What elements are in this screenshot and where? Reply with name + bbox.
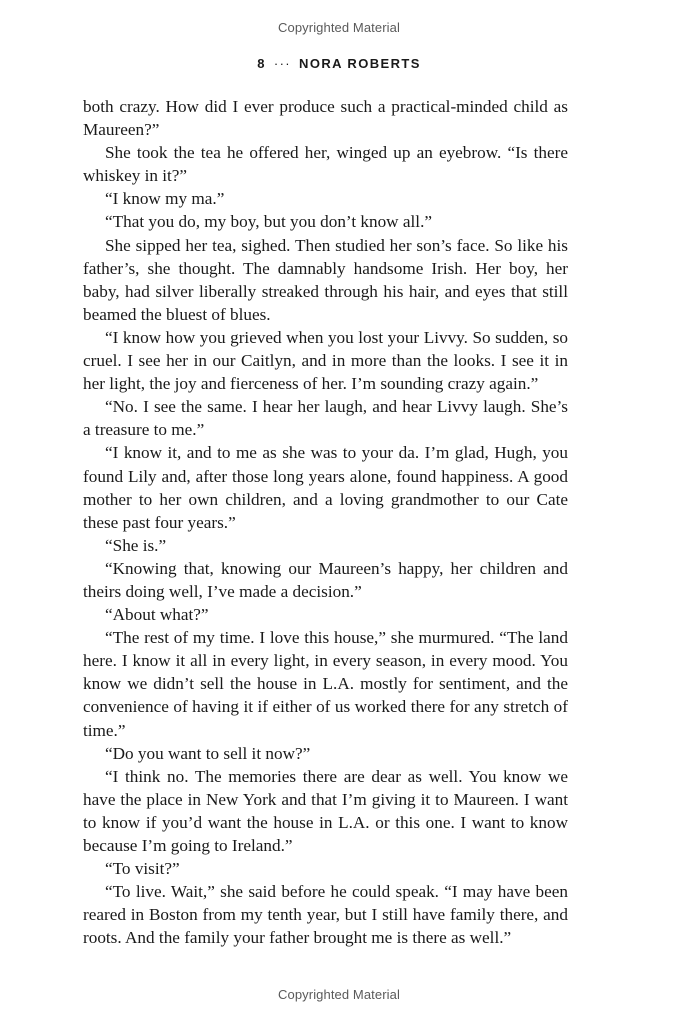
running-head-separator: ··· — [273, 56, 292, 71]
paragraph: “To visit?” — [105, 859, 180, 879]
copyright-watermark-bottom: Copyrighted Material — [278, 987, 400, 1002]
paragraph: “The rest of my time. I love this house,” she murmured. “The land here. I know it all in every light, in every season, in every mood. You know we didn’t sell the house in L.A. mostly for sentiment, and the convenience of having it if either of us worked there for any stretch of time.” — [83, 628, 568, 740]
paragraph: “I know how you grieved when you lost your Livvy. So sudden, so cruel. I see her in our Caitlyn, and in more than the looks. I see it in her light, the joy and fierceness of her. I’m sounding crazy again.” — [83, 327, 568, 394]
page-number: 8 — [257, 56, 266, 71]
paragraph: “About what?” — [105, 605, 209, 625]
paragraph: She took the tea he offered her, winged up an eyebrow. “Is there whiskey in it?” — [83, 143, 568, 186]
paragraph: “That you do, my boy, but you don’t know all.” — [105, 212, 432, 232]
paragraph: “To live. Wait,” she said before he could speak. “I may have been reared in Boston from my tenth year, but I still have family there, and roots. And the family your father brought me is there as well.” — [83, 882, 568, 948]
paragraph: She sipped her tea, sighed. Then studied her son’s face. So like his father’s, she thought. The damnably handsome Irish. Her boy, her baby, had silver liberally streaked through his hair, and eyes that still beamed the bluest of blues. — [83, 235, 568, 324]
paragraph: “Do you want to sell it now?” — [105, 743, 311, 763]
paragraph: “I know my ma.” — [105, 189, 225, 209]
paragraph: “I know it, and to me as she was to your da. I’m glad, Hugh, you found Lily and, after those long years alone, found happiness. A good mother to her own children, and a loving grandmother to our Cate these past four years.” — [83, 443, 568, 532]
author-name: NORA ROBERTS — [299, 56, 421, 71]
paragraph: “I think no. The memories there are dear as well. You know we have the place in New York and that I’m giving it to Maureen. I want to know if you’d want the house in L.A. or this one. I want to know because I’m going to Ireland.” — [83, 766, 568, 855]
running-head — [0, 56, 678, 71]
body-text — [83, 95, 568, 949]
paragraph: “No. I see the same. I hear her laugh, and hear Livvy laugh. She’s a treasure to me.” — [83, 397, 568, 440]
paragraph: “She is.” — [105, 535, 167, 555]
paragraph: “Knowing that, knowing our Maureen’s happy, her children and theirs doing well, I’ve made a decision.” — [83, 558, 568, 601]
paragraph: both crazy. How did I ever produce such a practical-minded child as Maureen?” — [83, 97, 568, 140]
copyright-watermark-top: Copyrighted Material — [278, 20, 400, 35]
